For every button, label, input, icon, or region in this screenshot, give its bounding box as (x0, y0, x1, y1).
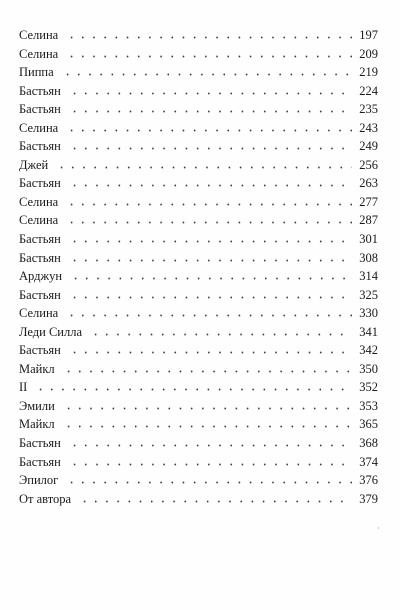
dot-leader (64, 307, 352, 317)
toc-entry-page-number: 249 (359, 139, 378, 154)
toc-entry-page-number: 325 (359, 287, 378, 302)
toc-entry-title: Майкл (19, 417, 55, 432)
toc-entry (19, 249, 378, 268)
toc-entry-title: Эпилог (19, 473, 59, 488)
dot-leader (67, 289, 352, 299)
toc-entry-title: Леди Силла (19, 324, 83, 339)
dot-leader (67, 233, 352, 243)
dot-leader (64, 122, 352, 132)
toc-entry (19, 341, 378, 360)
toc-entry-title: Бастьян (19, 232, 61, 247)
toc-entry (19, 286, 378, 305)
table-of-contents (19, 26, 378, 508)
toc-entry-title: Эмили (19, 398, 55, 413)
toc-entry-title: Селина (19, 46, 59, 61)
toc-entry-title: Майкл (19, 361, 55, 376)
dot-leader (68, 270, 352, 280)
toc-entry-page-number: 243 (359, 120, 378, 135)
dot-leader (67, 344, 352, 354)
toc-entry (19, 434, 378, 453)
toc-entry-title: Селина (19, 213, 59, 228)
toc-entry (19, 415, 378, 434)
toc-entry-title: Бастьян (19, 343, 61, 358)
dot-leader (67, 177, 352, 187)
toc-entry (19, 100, 378, 119)
dot-leader (64, 29, 352, 39)
toc-entry-page-number: 379 (359, 491, 378, 506)
toc-entry-title: Бастьян (19, 176, 61, 191)
toc-entry (19, 82, 378, 101)
toc-entry-page-number: 342 (359, 343, 378, 358)
toc-entry-page-number: 235 (359, 102, 378, 117)
toc-entry (19, 156, 378, 175)
dot-leader (67, 85, 352, 95)
toc-entry-page-number: 376 (359, 473, 378, 488)
toc-entry-page-number: 219 (359, 65, 378, 80)
dot-leader (61, 400, 352, 410)
dot-leader (33, 381, 352, 391)
toc-entry-title: Бастьян (19, 102, 61, 117)
dot-leader (64, 214, 352, 224)
toc-entry-page-number: 352 (359, 380, 378, 395)
toc-entry (19, 26, 378, 45)
toc-entry-page-number: 353 (359, 398, 378, 413)
toc-entry (19, 230, 378, 249)
dot-leader (67, 103, 352, 113)
toc-entry-page-number: 224 (359, 83, 378, 98)
toc-entry-title: Бастьян (19, 250, 61, 265)
toc-entry-page-number: 256 (359, 157, 378, 172)
toc-entry-page-number: 314 (359, 269, 378, 284)
toc-entry-page-number: 277 (359, 194, 378, 209)
dot-leader (61, 363, 352, 373)
toc-entry (19, 119, 378, 138)
dot-leader (60, 66, 352, 76)
toc-entry-page-number: 374 (359, 454, 378, 469)
toc-entry-page-number: 365 (359, 417, 378, 432)
toc-entry-page-number: 197 (359, 28, 378, 42)
toc-entry-page-number: 209 (359, 46, 378, 61)
toc-entry (19, 323, 378, 342)
toc-entry-page-number: 368 (359, 436, 378, 451)
toc-entry-title: Бастьян (19, 287, 61, 302)
dot-leader (77, 493, 352, 503)
toc-entry (19, 490, 378, 509)
dot-leader (67, 437, 352, 447)
toc-entry-title: Джей (19, 157, 49, 172)
dot-leader (88, 326, 352, 336)
toc-entry-title: Бастьян (19, 139, 61, 154)
toc-entry (19, 360, 378, 379)
toc-entry-title: Селина (19, 306, 59, 321)
toc-entry (19, 174, 378, 193)
dot-leader (61, 418, 352, 428)
toc-entry (19, 471, 378, 490)
toc-entry-page-number: 350 (359, 361, 378, 376)
toc-entry-page-number: 308 (359, 250, 378, 265)
toc-entry (19, 45, 378, 64)
toc-entry (19, 137, 378, 156)
dot-leader (64, 196, 352, 206)
toc-entry (19, 304, 378, 323)
dot-leader (67, 140, 352, 150)
toc-entry (19, 193, 378, 212)
toc-entry (19, 453, 378, 472)
toc-entry (19, 267, 378, 286)
toc-entry-page-number: 301 (359, 232, 378, 247)
dot-leader (67, 252, 352, 262)
toc-entry-page-number: 330 (359, 306, 378, 321)
toc-entry-title: II (19, 380, 28, 395)
toc-entry-page-number: 341 (359, 324, 378, 339)
dot-leader (67, 456, 352, 466)
dot-leader (54, 159, 352, 169)
toc-entry-title: Селина (19, 120, 59, 135)
toc-entry-title: Бастьян (19, 83, 61, 98)
toc-entry-title: Пиппа (19, 65, 54, 80)
toc-entry (19, 63, 378, 82)
toc-entry (19, 378, 378, 397)
paper-mark (378, 527, 379, 529)
toc-entry (19, 397, 378, 416)
dot-leader (64, 48, 352, 58)
toc-entry-page-number: 287 (359, 213, 378, 228)
toc-entry-title: От автора (19, 491, 72, 506)
toc-entry-title: Селина (19, 194, 59, 209)
toc-entry-title: Бастьян (19, 454, 61, 469)
toc-entry-title: Арджун (19, 269, 63, 284)
toc-entry-title: Селина (19, 28, 59, 42)
dot-leader (64, 474, 352, 484)
toc-entry-title: Бастьян (19, 436, 61, 451)
toc-entry (19, 211, 378, 230)
toc-entry-page-number: 263 (359, 176, 378, 191)
